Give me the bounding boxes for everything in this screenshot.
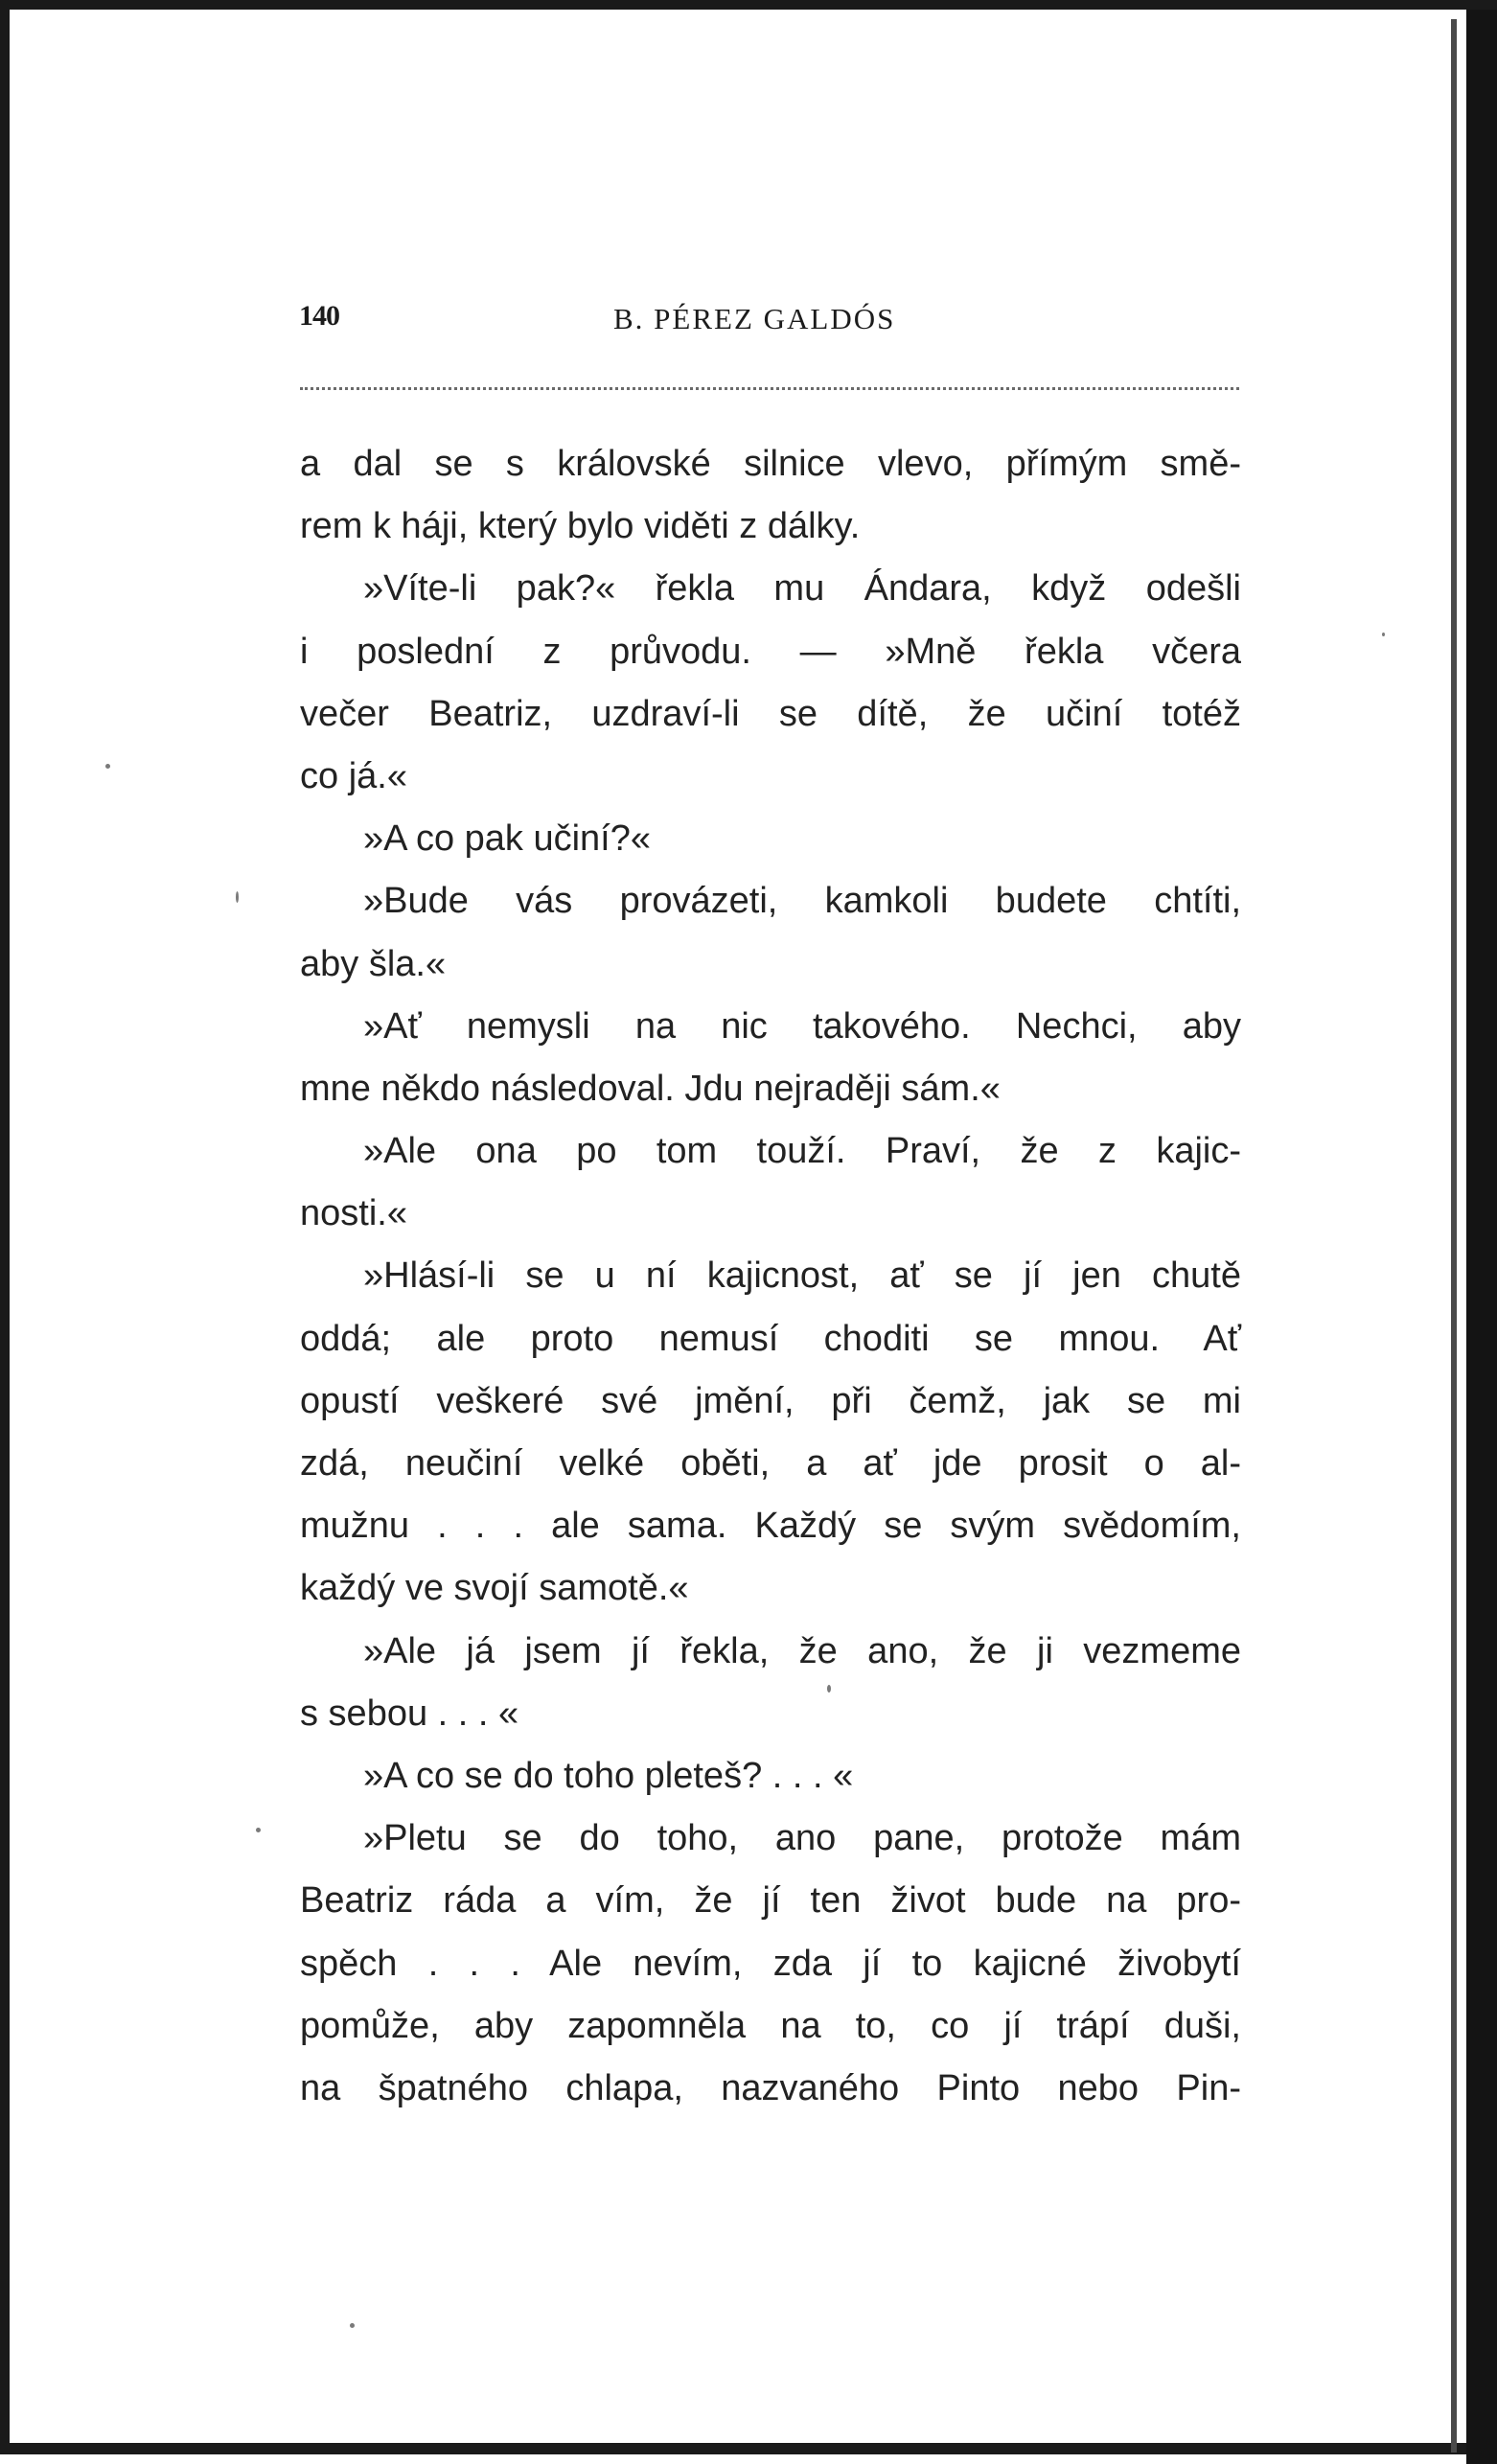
text-line: a dal se s královské silnice vlevo, přímým smě- bbox=[300, 444, 1241, 484]
text-line: »Ale ona po tom touží. Praví, že z kajic- bbox=[363, 1131, 1241, 1172]
running-head: B. PÉREZ GALDÓS bbox=[613, 302, 896, 335]
text-line: spěch . . . Ale nevím, zda jí to kajicné živobytí bbox=[300, 1943, 1241, 1984]
text-line: opustí veškeré své jmění, při čemž, jak se mi bbox=[300, 1380, 1241, 1421]
text-line: pomůže, aby zapomněla na to, co jí trápí duši, bbox=[300, 2005, 1241, 2046]
body-text bbox=[300, 433, 1241, 2120]
text-line: »Ať nemysli na nic takového. Nechci, aby bbox=[363, 1005, 1241, 1047]
text-line: nosti.« bbox=[300, 1193, 407, 1234]
text-line: s sebou . . . « bbox=[300, 1693, 519, 1734]
text-line: aby šla.« bbox=[300, 943, 447, 984]
scan-speck bbox=[1382, 633, 1385, 636]
page-number: 140 bbox=[299, 300, 339, 332]
scan-speck bbox=[105, 764, 110, 769]
text-line: »Ale já jsem jí řekla, že ano, že ji vezmeme bbox=[363, 1630, 1241, 1671]
text-line: »A co pak učiní?« bbox=[363, 818, 651, 860]
text-line: večer Beatriz, uzdraví-li se dítě, že učiní totéž bbox=[300, 693, 1241, 734]
text-line: rem k háji, který bylo viděti z dálky. bbox=[300, 506, 861, 547]
text-line: »Hlásí-li se u ní kajicnost, ať se jí jen chutě bbox=[363, 1255, 1241, 1297]
text-line: mne někdo následoval. Jdu nejraději sám.« bbox=[300, 1068, 1001, 1109]
text-line: oddá; ale proto nemusí choditi se mnou. Ať bbox=[300, 1318, 1241, 1359]
text-line: i poslední z průvodu. — »Mně řekla včera bbox=[300, 631, 1241, 672]
scan-speck bbox=[256, 1828, 261, 1832]
text-line: Beatriz ráda a vím, že jí ten život bude na pro- bbox=[300, 1880, 1241, 1922]
text-line: co já.« bbox=[300, 755, 407, 796]
text-line: na špatného chlapa, nazvaného Pinto nebo Pin- bbox=[300, 2067, 1241, 2108]
scan-speck bbox=[236, 891, 239, 903]
header-divider bbox=[300, 387, 1239, 390]
scan-speck bbox=[827, 1685, 831, 1693]
page-header bbox=[299, 300, 1240, 338]
scan-edge-band bbox=[1466, 10, 1497, 2464]
scan-speck bbox=[350, 2323, 355, 2328]
text-line: každý ve svojí samotě.« bbox=[300, 1568, 689, 1609]
text-line: »A co se do toho pleteš? . . . « bbox=[363, 1755, 854, 1796]
scan-edge-rule bbox=[1451, 19, 1457, 2452]
text-line: »Bude vás provázeti, kamkoli budete chtíti, bbox=[363, 881, 1241, 922]
text-line: »Pletu se do toho, ano pane, protože mám bbox=[363, 1818, 1241, 1859]
text-line: mužnu . . . ale sama. Každý se svým svědomím, bbox=[300, 1506, 1241, 1547]
text-line: »Víte-li pak?« řekla mu Ándara, když odešli bbox=[363, 568, 1241, 610]
text-line: zdá, neučiní velké oběti, a ať jde prosit o al- bbox=[300, 1443, 1241, 1484]
